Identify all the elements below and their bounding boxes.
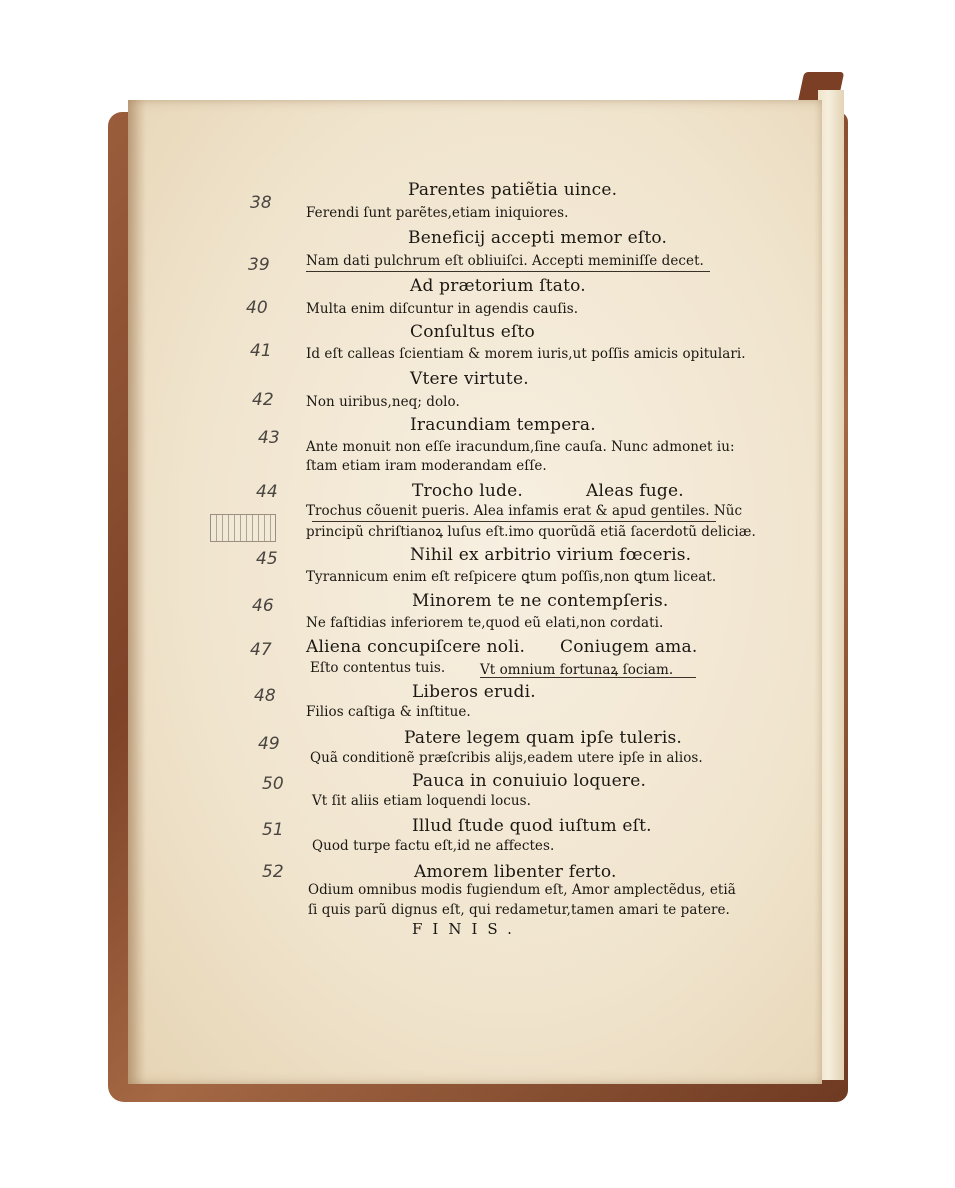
maxim-heading: Patere legem quam ipſe tuleris. bbox=[404, 728, 682, 748]
handwritten-underline bbox=[312, 521, 716, 522]
marginal-number: 38 bbox=[250, 193, 272, 213]
marginal-number: 49 bbox=[258, 734, 280, 754]
page-gutter-shadow bbox=[128, 100, 146, 1084]
marginal-number: 48 bbox=[254, 686, 276, 706]
maxim-text: Ante monuit non eſſe iracundum,ſine cauſa. Nunc admonet iu: bbox=[306, 439, 735, 455]
maxim-text: ſi quis parũ dignus eſt, qui redametur,tamen amari te patere. bbox=[308, 902, 730, 918]
maxim-heading: Vtere virtute. bbox=[410, 369, 529, 389]
marginal-number: 51 bbox=[262, 820, 284, 840]
marginal-number: 43 bbox=[258, 428, 280, 448]
maxim-text: Odium omnibus modis fugiendum eſt, Amor amplectẽdus, etiã bbox=[308, 882, 736, 898]
maxim-heading: Amorem libenter ferto. bbox=[414, 862, 617, 882]
maxim-text: principũ chriſtianoꝝ luſus eſt.imo quorũdã etiã ſacerdotũ deliciæ. bbox=[306, 524, 756, 540]
maxim-heading-second: Coniugem ama. bbox=[560, 637, 698, 657]
maxim-text: Vt omnium fortunaꝝ ſociam. bbox=[480, 662, 674, 678]
maxim-heading: Pauca in conuiuio loquere. bbox=[412, 771, 647, 791]
maxim-heading: Conſultus eſto bbox=[410, 322, 535, 342]
marginal-number: 39 bbox=[248, 255, 270, 275]
maxim-heading-second: Aleas fuge. bbox=[586, 481, 684, 501]
maxim-heading: Iracundiam tempera. bbox=[410, 415, 596, 435]
handwritten-underline bbox=[480, 677, 696, 678]
marginal-number: 47 bbox=[250, 640, 272, 660]
maxim-heading: Minorem te ne contempſeris. bbox=[412, 591, 669, 611]
maxim-heading: Ad prætorium ſtato. bbox=[410, 276, 586, 296]
maxim-text: Trochus cõuenit pueris. Alea infamis erat & apud gentiles. Nũc bbox=[306, 503, 743, 519]
maxim-text: Filios caſtiga & inſtitue. bbox=[306, 704, 471, 720]
handwritten-underline bbox=[306, 271, 710, 272]
maxim-text: Eſto contentus tuis. bbox=[310, 660, 446, 676]
maxim-text: Quã conditionẽ præſcribis alijs,eadem utere ipſe in alios. bbox=[310, 750, 703, 766]
maxim-text: Non uiribus,neq; dolo. bbox=[306, 394, 460, 410]
marginal-number: 52 bbox=[262, 862, 284, 882]
marginal-number: 45 bbox=[256, 549, 278, 569]
maxim-text: Multa enim diſcuntur in agendis cauſis. bbox=[306, 301, 579, 317]
marginal-number: 44 bbox=[256, 482, 278, 502]
maxim-text: Nam dati pulchrum eſt obliuiſci. Accepti meminiſſe decet. bbox=[306, 253, 704, 269]
maxim-text: Id eſt calleas ſcientiam & morem iuris,ut poſſis amicis opitulari. bbox=[306, 346, 746, 362]
maxim-text: ſtam etiam iram moderandam eſſe. bbox=[306, 458, 547, 474]
maxim-text: Tyrannicum enim eſt reſpicere ꝗtum poſſis,non ꝗtum liceat. bbox=[306, 569, 717, 585]
maxim-text: Ferendi ſunt parẽtes,etiam iniquiores. bbox=[306, 205, 569, 221]
maxim-heading: Aliena concupiſcere noli. bbox=[306, 637, 526, 657]
marginal-number: 50 bbox=[262, 774, 284, 794]
maxim-heading: Liberos erudi. bbox=[412, 682, 536, 702]
maxim-heading: Nihil ex arbitrio virium fœceris. bbox=[410, 545, 692, 565]
marginal-number: 42 bbox=[252, 390, 274, 410]
maxim-heading: Beneficij accepti memor eſto. bbox=[408, 228, 668, 248]
marginal-number: 41 bbox=[250, 341, 272, 361]
maxim-text: Ne faſtidias inferiorem te,quod eũ elati,non cordati. bbox=[306, 615, 664, 631]
maxim-heading: Parentes patiẽtia uince. bbox=[408, 180, 618, 200]
maxim-heading: Illud ſtude quod iuſtum eſt. bbox=[412, 816, 652, 836]
maxim-heading: Trocho lude. bbox=[412, 481, 523, 501]
ink-stamp-mark bbox=[210, 514, 276, 542]
colophon: FINIS. bbox=[412, 920, 522, 938]
marginal-number: 46 bbox=[252, 596, 274, 616]
maxim-text: Vt ſit aliis etiam loquendi locus. bbox=[312, 793, 531, 809]
marginal-number: 40 bbox=[246, 298, 268, 318]
maxim-text: Quod turpe factu eſt,id ne affectes. bbox=[312, 838, 555, 854]
